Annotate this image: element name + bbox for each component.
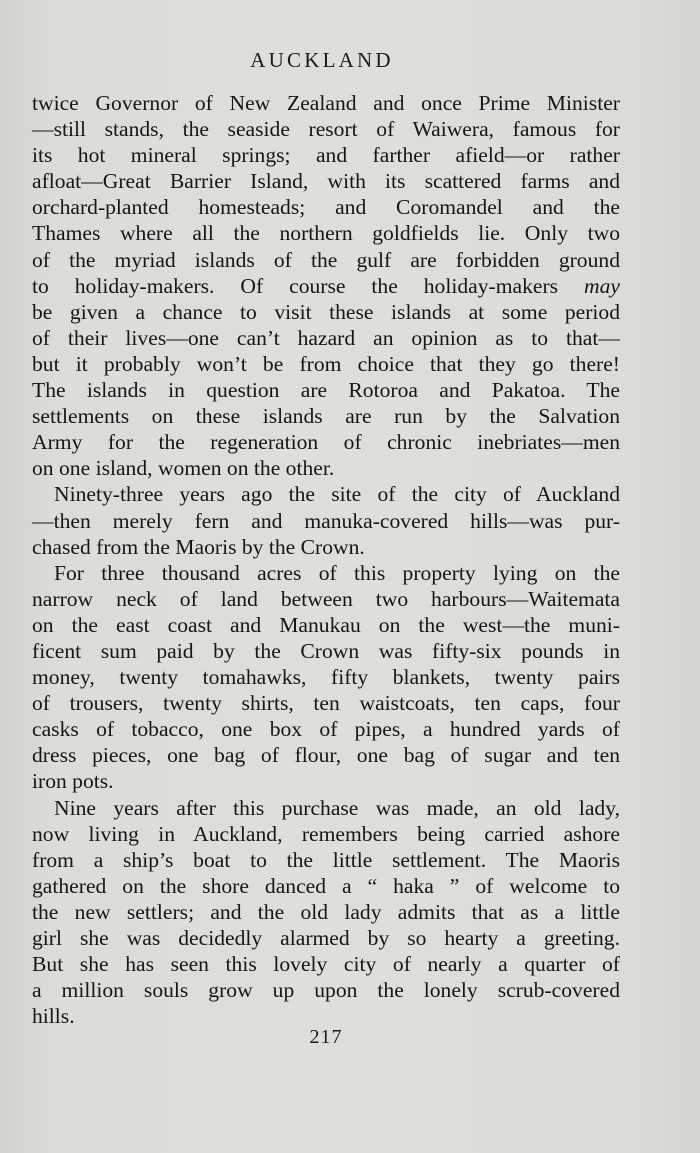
text-line: of trousers, twenty shirts, ten waistcoats, ten caps, four [32, 691, 620, 716]
text-line: Thames where all the northern goldfields lie. Only two [32, 221, 620, 246]
text-line: a million souls grow up upon the lonely scrub-covered [32, 978, 620, 1003]
text-line: Nine years after this purchase was made, an old lady, [54, 795, 620, 820]
text-line: girl she was decidedly alarmed by so hearty a greeting. [32, 926, 620, 950]
text-line: on the east coast and Manukau on the west—the muni- [32, 612, 620, 637]
text-line: afloat—Great Barrier Island, with its scattered farms and [32, 169, 620, 194]
text-line: hills. [32, 1004, 75, 1029]
text-line: now living in Auckland, remembers being carried ashore [32, 821, 620, 846]
text-line: chased from the Maoris by the Crown. [32, 534, 365, 559]
running-head: AUCKLAND [250, 48, 394, 72]
text-line: Ninety-three years ago the site of the city of Auckland [54, 482, 620, 507]
text-line: The islands in question are Rotoroa and Pakatoa. The [32, 378, 620, 403]
text-line: settlements on these islands are run by the Salvation [32, 404, 620, 429]
text-line: ficent sum paid by the Crown was fifty-six pounds in [32, 638, 620, 663]
text-line: of the myriad islands of the gulf are forbidden ground [32, 247, 620, 272]
text-line: the new settlers; and the old lady admits that as a little [32, 899, 620, 924]
text-line: be given a chance to visit these islands at some period [32, 299, 620, 324]
text-line: For three thousand acres of this property lying on the [54, 560, 620, 585]
text-line: —still stands, the seaside resort of Waiwera, famous for [32, 117, 620, 142]
text-line: narrow neck of land between two harbours—Waitemata [32, 586, 620, 611]
text-line [32, 273, 620, 299]
text-line: on one island, women on the other. [32, 456, 335, 481]
text-line: of their lives—one can’t hazard an opinion as to that— [32, 325, 620, 350]
text-line: money, twenty tomahawks, fifty blankets, twenty pairs [32, 665, 620, 690]
text-line-segment: to holiday-makers. Of course the holiday-makers [32, 273, 559, 298]
text-line: gathered on the shore danced a “ haka ” of welcome to [32, 873, 620, 898]
text-line: its hot mineral springs; and farther afield—or rather [32, 143, 620, 168]
text-line: dress pieces, one bag of flour, one bag of sugar and ten [32, 743, 620, 768]
text-line: twice Governor of New Zealand and once Prime Minister [32, 91, 620, 115]
text-line: But she has seen this lovely city of nearly a quarter of [32, 952, 620, 977]
text-line: casks of tobacco, one box of pipes, a hundred yards of [32, 717, 620, 742]
text-line: —then merely fern and manuka-covered hills—was pur- [32, 508, 620, 533]
text-line: orchard-planted homesteads; and Coromandel and the [32, 195, 620, 220]
text-line: iron pots. [32, 769, 114, 794]
text-line: but it probably won’t be from choice that they go there! [32, 351, 620, 376]
italic-emphasis: may [584, 273, 620, 298]
body-text [32, 90, 620, 1029]
page-number: 217 [309, 1026, 343, 1048]
text-line: from a ship’s boat to the little settlement. The Maoris [32, 847, 620, 872]
text-line: Army for the regeneration of chronic inebriates—men [32, 430, 620, 455]
